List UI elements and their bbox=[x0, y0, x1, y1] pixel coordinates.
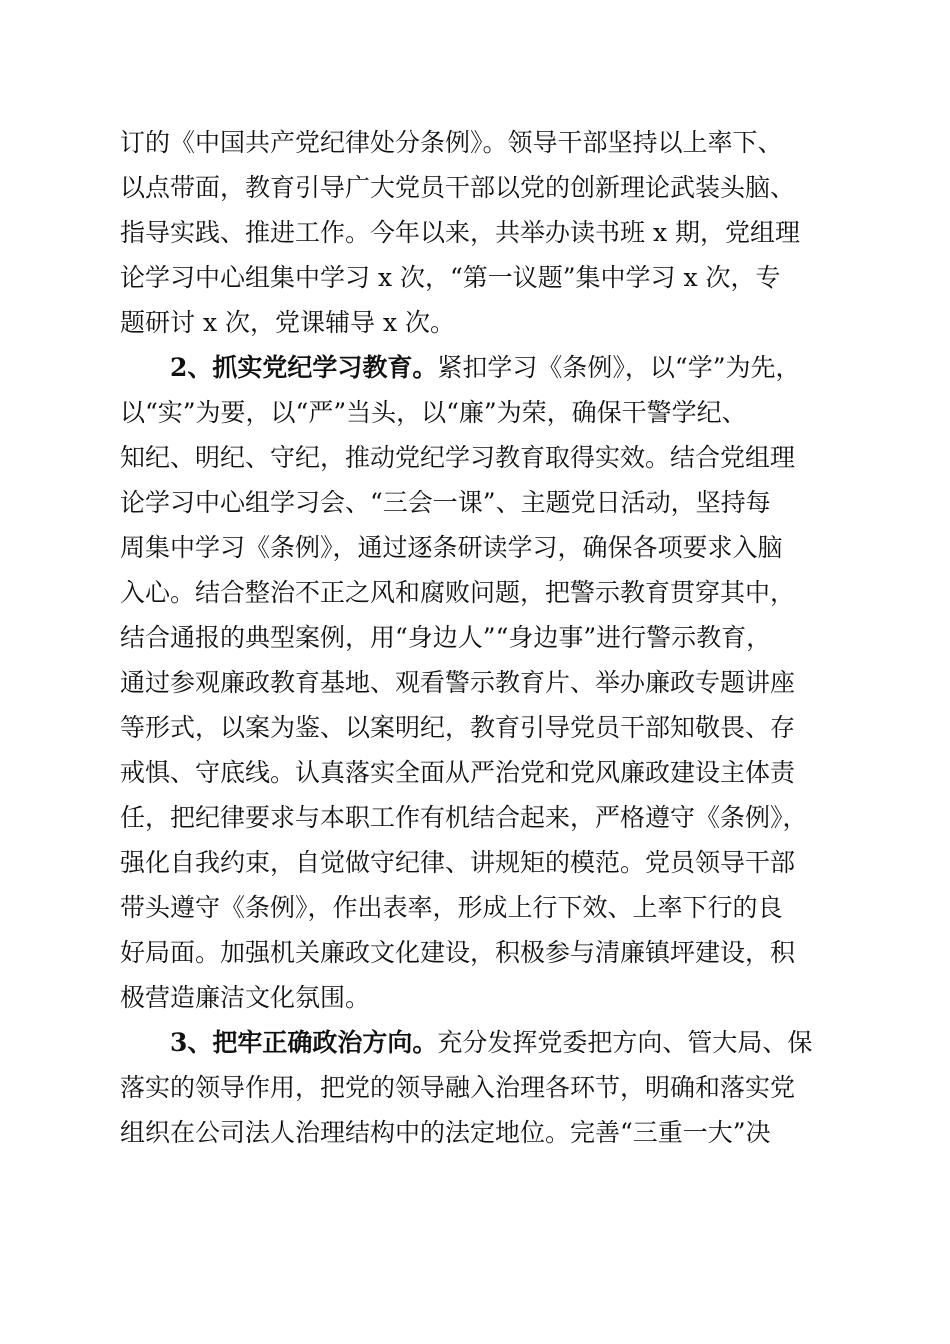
text-line: 订的《中国共产党纪律处分条例》。领导干部坚持以上率下、 bbox=[120, 128, 783, 157]
text-line: 组织在公司法人治理结构中的法定地位。完善“三重一大”决 bbox=[120, 1118, 771, 1147]
paragraph-first-line bbox=[120, 1020, 840, 1065]
text-line: 通过参观廉政教育基地、观看警示教育片、举办廉政专题讲座 bbox=[120, 668, 796, 697]
paragraph-first-line bbox=[120, 345, 840, 390]
text-line: 极营造廉洁文化氛围。 bbox=[120, 983, 371, 1012]
text-run: 充分发挥党委把方向、管大局、保 bbox=[437, 1028, 813, 1057]
paragraph-1 bbox=[120, 120, 840, 345]
text-line: 好局面。加强机关廉政文化建设，积极参与清廉镇坪建设，积 bbox=[120, 938, 796, 967]
text-line: 周集中学习《条例》，通过逐条研读学习，确保各项要求入脑 bbox=[120, 533, 783, 562]
paragraph-2 bbox=[120, 345, 840, 1020]
text-line: 知纪、明纪、守纪，推动党纪学习教育取得实效。结合党组理 bbox=[120, 443, 796, 472]
text-line: 入心。结合整治不正之风和腐败问题，把警示教育贯穿其中， bbox=[120, 578, 796, 607]
text-line: 论学习中心组集中学习 x 次，“第一议题”集中学习 x 次，专 bbox=[120, 263, 781, 292]
section-heading: 3、把牢正确政治方向。 bbox=[170, 1028, 438, 1057]
text-run: 紧扣学习《条例》，以“学”为先， bbox=[437, 353, 801, 382]
text-line: 落实的领导作用，把党的领导融入治理各环节，明确和落实党 bbox=[120, 1073, 796, 1102]
text-line: 以“实”为要，以“严”当头，以“廉”为荣，确保干警学纪、 bbox=[120, 398, 747, 427]
text-line: 指导实践、推进工作。今年以来，共举办读书班 x 期，党组理 bbox=[120, 218, 800, 247]
text-line: 题研讨 x 次，党课辅导 x 次。 bbox=[120, 308, 455, 337]
text-line: 等形式，以案为鉴、以案明纪，教育引导党员干部知敬畏、存 bbox=[120, 713, 796, 742]
text-line: 强化自我约束，自觉做守纪律、讲规矩的模范。党员领导干部 bbox=[120, 848, 796, 877]
text-line: 结合通报的典型案例，用“身边人”“身边事”进行警示教育， bbox=[120, 623, 772, 652]
section-heading: 2、抓实党纪学习教育。 bbox=[170, 353, 438, 382]
text-line: 论学习中心组学习会、“三会一课”、主题党日活动，坚持每 bbox=[120, 488, 771, 517]
text-line: 带头遵守《条例》，作出表率，形成上行下效、上率下行的良 bbox=[120, 893, 783, 922]
text-line: 以点带面，教育引导广大党员干部以党的创新理论武装头脑、 bbox=[120, 173, 796, 202]
text-line: 任，把纪律要求与本职工作有机结合起来，严格遵守《条例》， bbox=[120, 803, 808, 832]
paragraph-3 bbox=[120, 1020, 840, 1155]
text-line: 戒惧、守底线。认真落实全面从严治党和党风廉政建设主体责 bbox=[120, 758, 796, 787]
document-body bbox=[120, 120, 840, 1155]
